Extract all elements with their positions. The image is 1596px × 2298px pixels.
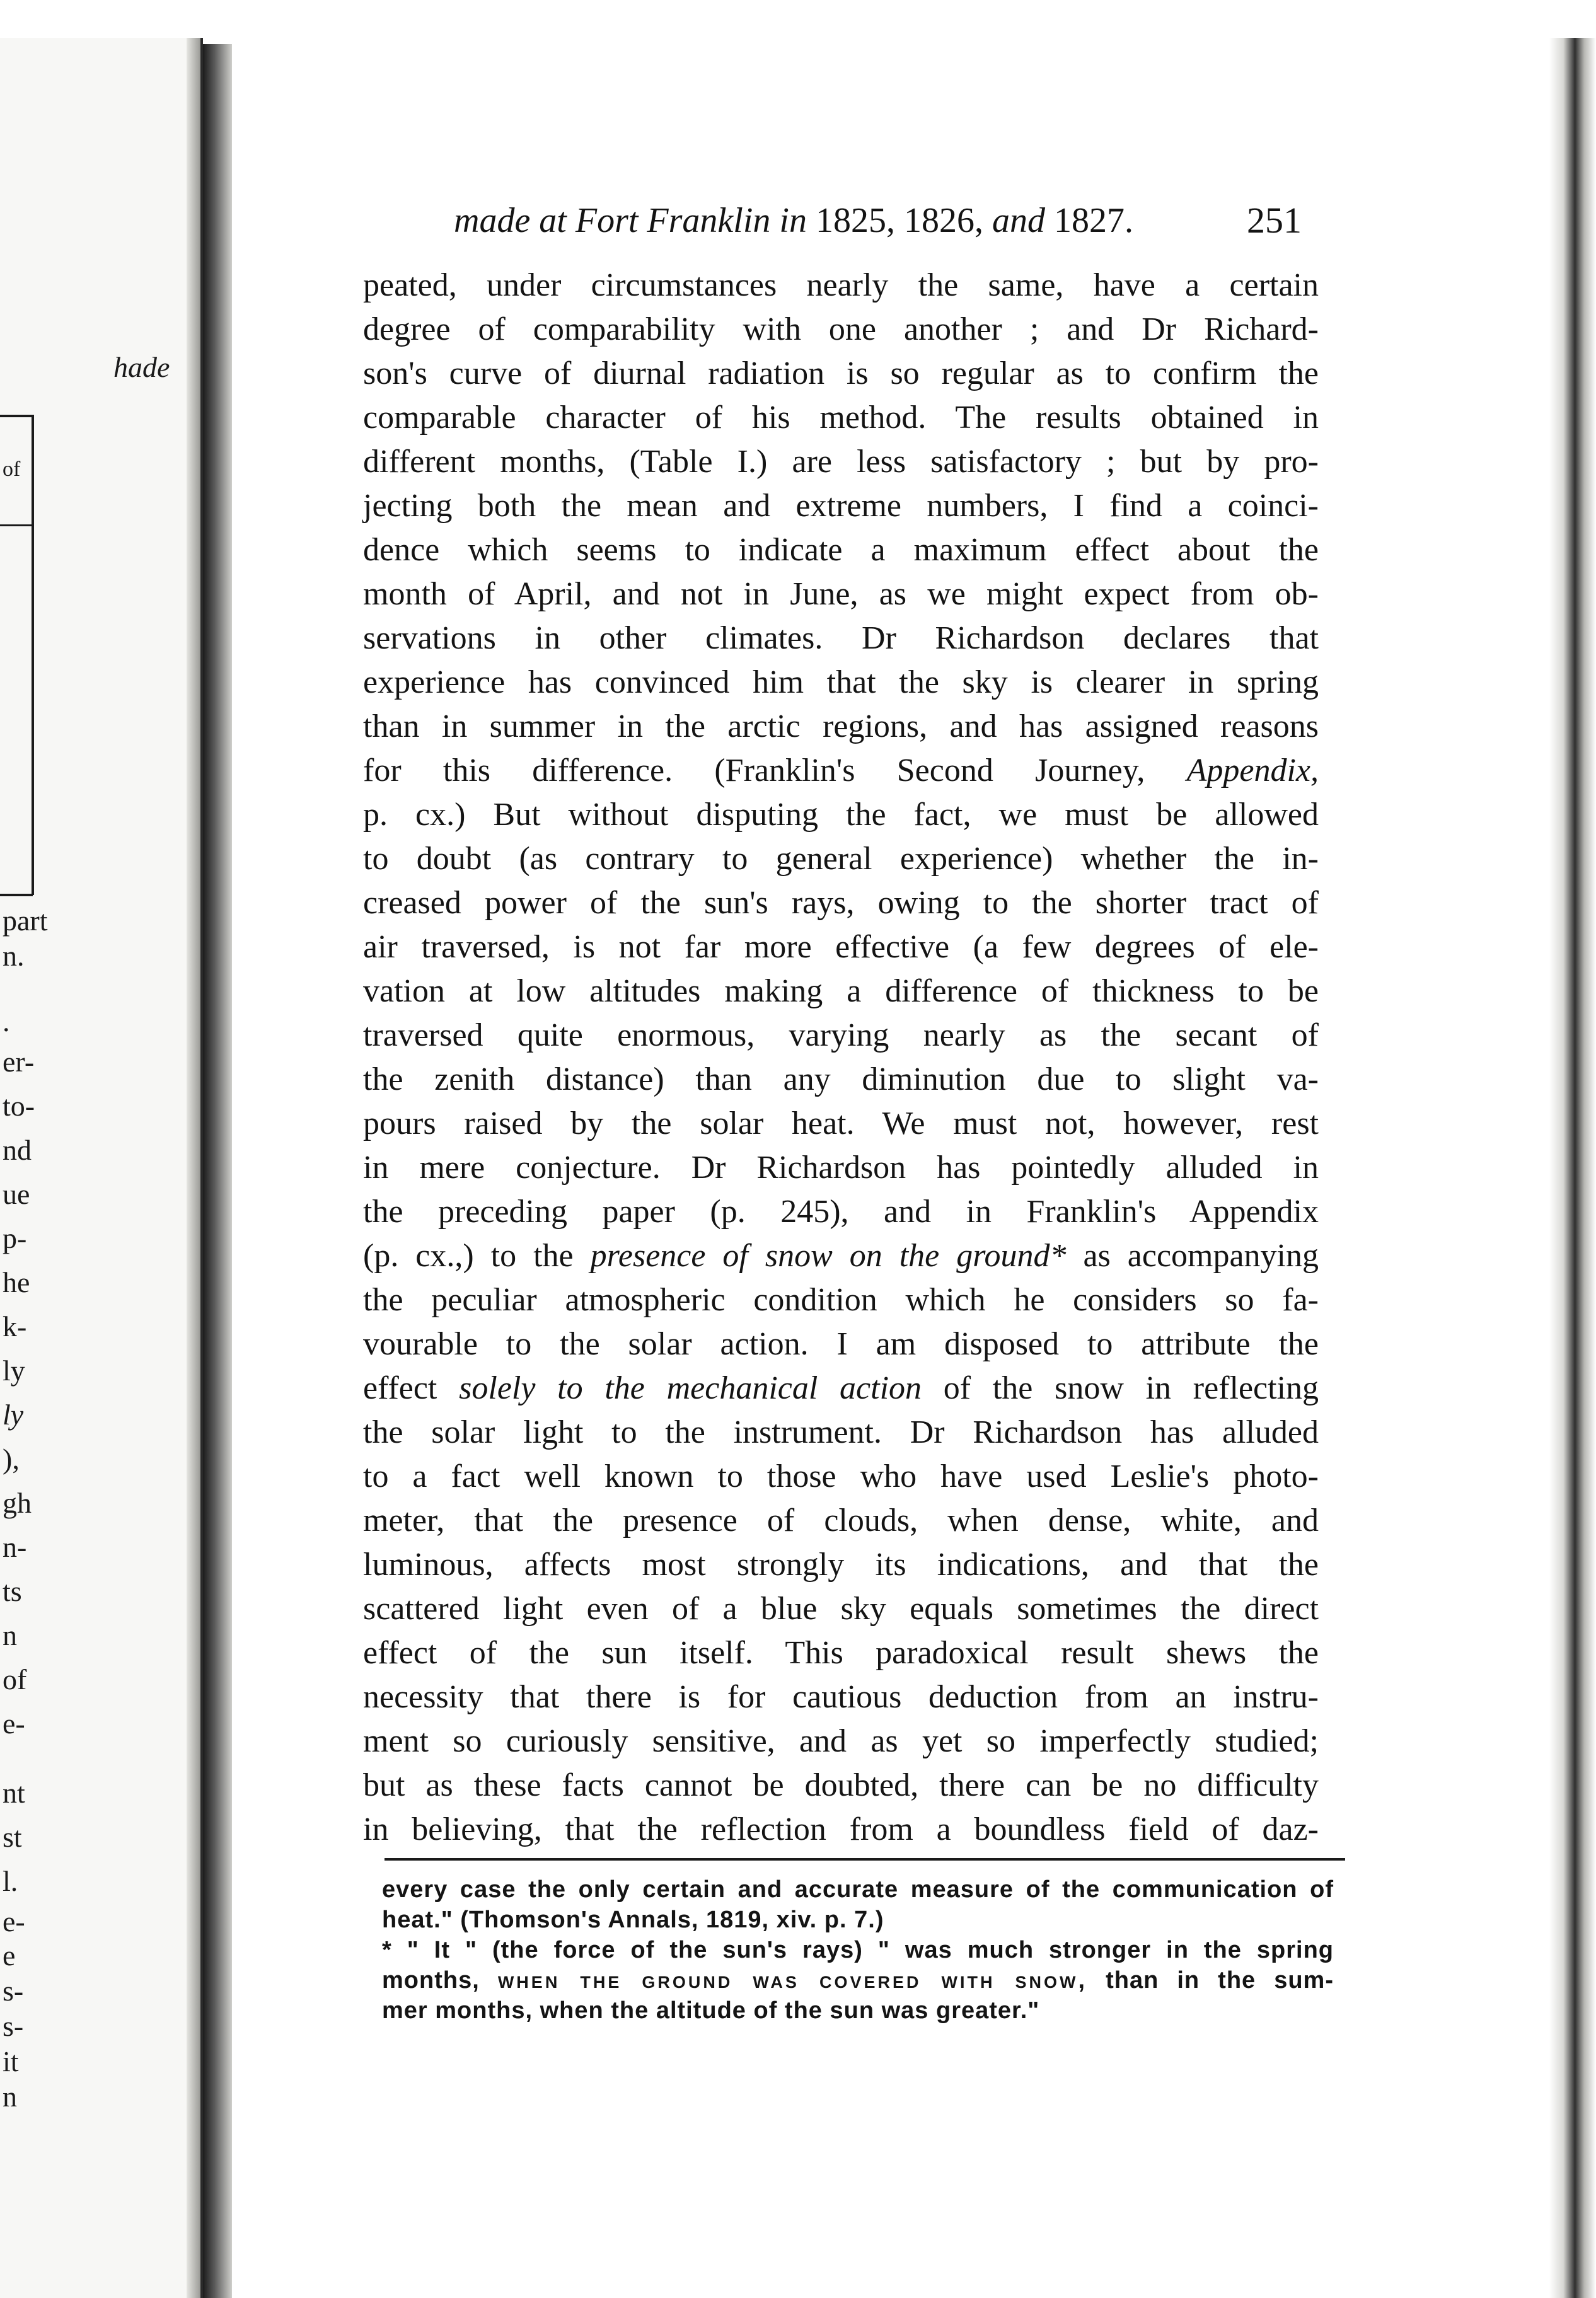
text-line: p. cx.) But without disputing the fact, we must be allowed <box>363 797 1319 833</box>
footnote-line <box>382 1965 1334 1995</box>
footnote-line: * " It " (the force of the sun's rays) " was much stronger in the spring <box>382 1937 1334 1963</box>
table-border <box>0 415 33 417</box>
text-line: jecting both the mean and extreme numbers, I find a coinci- <box>363 488 1319 524</box>
footnotes <box>382 1874 1334 2026</box>
text-line <box>363 1234 1319 1278</box>
text-line: comparable character of his method. The results obtained in <box>363 400 1319 436</box>
text-line: peated, under circumstances nearly the same, have a certain <box>363 267 1319 303</box>
left-fragment: s- <box>3 2010 24 2042</box>
text-line: but as these facts cannot be doubted, there can be no difficulty <box>363 1767 1319 1803</box>
left-page-edge <box>0 38 203 2298</box>
running-head <box>454 200 1305 241</box>
left-fragment: gh <box>3 1487 32 1519</box>
footnote-line: mer months, when the altitude of the sun was greater." <box>382 1997 1040 2024</box>
page-number: 251 <box>1247 200 1302 241</box>
running-head-year: 1826, <box>903 201 983 240</box>
left-fragment: it <box>3 2045 19 2077</box>
text-line: to doubt (as contrary to general experience) whether the in- <box>363 841 1319 877</box>
text-line <box>363 749 1319 793</box>
text-line: necessity that there is for cautious deduction from an instru- <box>363 1679 1319 1715</box>
footnote-segment: months, <box>382 1967 480 1994</box>
left-fragment: e <box>3 1939 16 1972</box>
text-line: son's curve of diurnal radiation is so regular as to confirm the <box>363 355 1319 391</box>
left-fragment: s- <box>3 1975 24 2007</box>
text-line: than in summer in the arctic regions, and has assigned reasons <box>363 708 1319 744</box>
text-line: ment so curiously sensitive, and as yet so imperfectly studied; <box>363 1723 1319 1759</box>
text-segment: for this difference. (Franklin's Second Journey, <box>363 753 1145 788</box>
text-line: in believing, that the reflection from a boundless field of daz- <box>363 1811 1319 1847</box>
left-fragment: part <box>3 904 48 937</box>
footnote-rule <box>385 1858 1345 1861</box>
text-segment: effect <box>363 1370 437 1406</box>
text-line: luminous, affects most strongly its indications, and that the <box>363 1547 1319 1583</box>
left-fragment: ly <box>3 1354 25 1387</box>
left-fragment: n- <box>3 1531 27 1563</box>
text-line: servations in other climates. Dr Richardson declares that <box>363 620 1319 656</box>
left-fragment: n. <box>3 940 25 972</box>
book-spine-shadow <box>203 44 232 2298</box>
left-fragment: st <box>3 1821 22 1853</box>
text-line: traversed quite enormous, varying nearly as the secant of <box>363 1017 1319 1053</box>
text-line: pours raised by the solar heat. We must not, however, rest <box>363 1106 1319 1141</box>
text-line: experience has convinced him that the sky is clearer in spring <box>363 664 1319 700</box>
table-border <box>0 894 33 896</box>
text-line: effect of the sun itself. This paradoxical result shews the <box>363 1635 1319 1671</box>
running-head-italic: made at Fort Franklin in <box>454 201 807 240</box>
text-line: month of April, and not in June, as we might expect from ob- <box>363 576 1319 612</box>
left-fragment: e- <box>3 1905 25 1937</box>
footnote-segment: than in the sum- <box>1106 1967 1334 1994</box>
left-fragment: he <box>3 1266 30 1298</box>
footnote-line: every case the only certain and accurate measure of the communication of <box>382 1876 1334 1903</box>
left-fragment: of <box>3 458 21 481</box>
running-head-year: 1827. <box>1053 201 1133 240</box>
italic-text: solely to the mechanical action <box>459 1370 922 1406</box>
text-line <box>363 1366 1319 1411</box>
running-head-and: and <box>992 201 1045 240</box>
left-fragment: hade <box>113 351 170 383</box>
text-line: the zenith distance) than any diminution due to slight va- <box>363 1061 1319 1097</box>
text-line: to a fact well known to those who have used Leslie's photo- <box>363 1458 1319 1494</box>
text-segment: as accompanying <box>1066 1238 1319 1274</box>
page-edge-shadow <box>1549 38 1596 2298</box>
text-line: the preceding paper (p. 245), and in Franklin's Appendix <box>363 1194 1319 1230</box>
text-line: the solar light to the instrument. Dr Richardson has alluded <box>363 1414 1319 1450</box>
small-caps-text: when the ground was covered with snow, <box>497 1967 1088 1994</box>
left-fragment: p- <box>3 1222 27 1254</box>
text-line: the peculiar atmospheric condition which he considers so fa- <box>363 1282 1319 1318</box>
text-line: scattered light even of a blue sky equals sometimes the direct <box>363 1591 1319 1627</box>
text-line: vation at low altitudes making a difference of thickness to be <box>363 973 1319 1009</box>
left-fragment: to- <box>3 1090 35 1122</box>
left-fragment: nt <box>3 1777 25 1809</box>
left-fragment: nd <box>3 1134 32 1166</box>
body-text <box>363 263 1319 1852</box>
left-fragment: ly <box>3 1399 24 1431</box>
text-line: dence which seems to indicate a maximum effect about the <box>363 532 1319 568</box>
left-fragment: k- <box>3 1310 27 1342</box>
left-fragment: n <box>3 2081 17 2113</box>
left-fragment: . <box>3 1005 10 1037</box>
left-gutter-shadow <box>187 38 200 2298</box>
italic-text: Appendix, <box>1186 753 1319 788</box>
text-line: different months, (Table I.) are less satisfactory ; but by pro- <box>363 444 1319 480</box>
table-border <box>0 524 32 526</box>
left-fragment: er- <box>3 1046 35 1078</box>
left-fragment: of <box>3 1663 27 1695</box>
left-fragment: n <box>3 1619 17 1651</box>
running-head-year: 1825, <box>815 201 895 240</box>
table-border <box>32 415 34 895</box>
italic-text: presence of snow on the ground* <box>590 1238 1067 1274</box>
left-fragment: ue <box>3 1178 30 1210</box>
left-fragment: e- <box>3 1707 25 1740</box>
left-fragment: ts <box>3 1575 22 1607</box>
text-line: air traversed, is not far more effective (a few degrees of ele- <box>363 929 1319 965</box>
text-line: in mere conjecture. Dr Richardson has pointedly alluded in <box>363 1150 1319 1186</box>
text-line: degree of comparability with one another ; and Dr Richard- <box>363 311 1319 347</box>
footnote-line: heat." (Thomson's Annals, 1819, xiv. p. 7.) <box>382 1907 884 1933</box>
text-segment: of the snow in reflecting <box>922 1370 1319 1406</box>
left-fragment: l. <box>3 1865 18 1897</box>
text-segment: (p. cx.,) to the <box>363 1238 574 1274</box>
text-line: meter, that the presence of clouds, when dense, white, and <box>363 1503 1319 1539</box>
text-line: vourable to the solar action. I am disposed to attribute the <box>363 1326 1319 1362</box>
text-line: creased power of the sun's rays, owing to the shorter tract of <box>363 885 1319 921</box>
left-fragment: ), <box>3 1443 20 1475</box>
